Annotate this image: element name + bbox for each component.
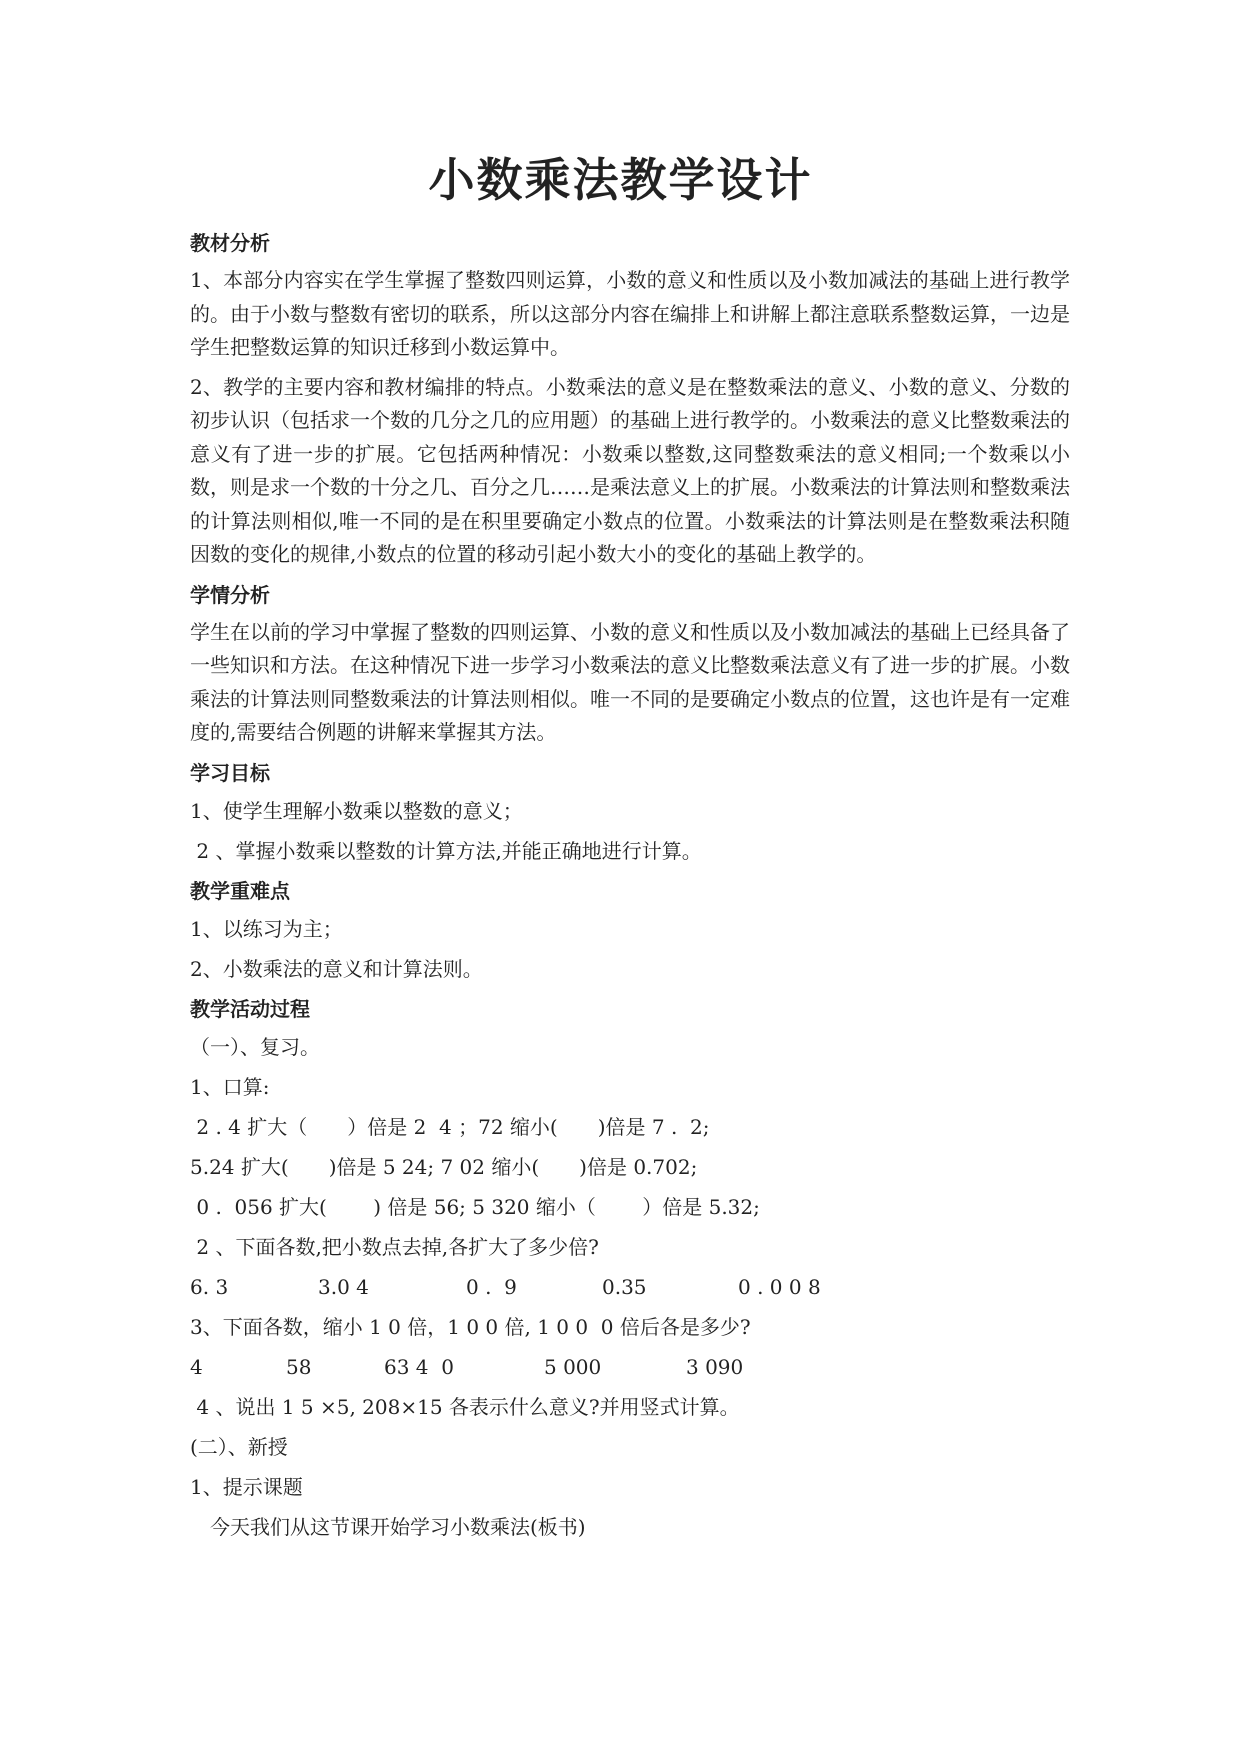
keypoint-item-2: 2、小数乘法的意义和计算法则。 (190, 956, 483, 981)
topic-text: 今天我们从这节课开始学习小数乘法(板书) (210, 1514, 586, 1539)
heading-process: 教学活动过程 (190, 996, 310, 1021)
question-2: 2 、下面各数,把小数点去掉,各扩大了多少倍? (190, 1234, 599, 1259)
question-4: 4 、说出 1 5 ×5, 208×15 各表示什么意义?并用竖式计算。 (190, 1394, 740, 1419)
heading-keypoints: 教学重难点 (190, 878, 290, 903)
goal-item-1: 1、使学生理解小数乘以整数的意义； (190, 798, 523, 823)
q3-value: 4 (190, 1354, 203, 1379)
q2-value: 0.35 (602, 1274, 647, 1299)
oral-line-2: 5.24 扩大( )倍是 5 24; 7 02 缩小( )倍是 0.702; (190, 1154, 698, 1179)
analysis-paragraph-2: 2、教学的主要内容和教材编排的特点。小数乘法的意义是在整数乘法的意义、小数的意义、分数的初步认识（包括求一个数的几分之几的应用题）的基础上进行教学的。小数乘法的意义比整数乘法的意义有了进一步的扩展。它包括两种情况：小数乘以整数,这同整数乘法的意义相同;一个数乘以小数，则是求一个数的十分之几、百分之几……是乘法意义上的扩展。小数乘法的计算法则和整数乘法的计算法则相似,唯一不同的是在积里要确定小数点的位置。小数乘法的计算法则是在整数乘法积随因数的变化的规律,小数点的位置的移动引起小数大小的变化的基础上教学的。 (190, 374, 1070, 566)
new-lesson-label: (二）、新授 (190, 1434, 288, 1459)
topic-label: 1、提示课题 (190, 1474, 303, 1499)
document-body (190, 226, 1070, 1550)
oral-line-3: 0 . 056 扩大( ) 倍是 56; 5 320 缩小（ ）倍是 5.32; (190, 1194, 760, 1219)
learner-paragraph: 学生在以前的学习中掌握了整数的四则运算、小数的意义和性质以及小数加减法的基础上已经具备了一些知识和方法。在这种情况下进一步学习小数乘法的意义比整数乘法意义有了进一步的扩展。小数乘法的计算法则同整数乘法的计算法则相似。唯一不同的是要确定小数点的位置，这也许是有一定难度的,需要结合例题的讲解来掌握其方法。 (190, 619, 1070, 744)
question-3-values (190, 1350, 1070, 1384)
keypoint-item-1: 1、以练习为主； (190, 916, 343, 941)
q2-value: 6. 3 (190, 1274, 229, 1299)
oral-label: 1、口算: (190, 1074, 270, 1099)
goal-item-2: 2 、掌握小数乘以整数的计算方法,并能正确地进行计算。 (190, 838, 702, 863)
page-title: 小数乘法教学设计 (428, 153, 813, 207)
analysis-paragraph-1: 1、本部分内容实在学生掌握了整数四则运算，小数的意义和性质以及小数加减法的基础上进行教学的。由于小数与整数有密切的联系，所以这部分内容在编排上和讲解上都注意联系整数运算，一边是学生把整数运算的知识迁移到小数运算中。 (190, 268, 1070, 359)
q3-value: 63 4 0 (384, 1354, 454, 1379)
q2-value: 0 . 9 (466, 1274, 517, 1299)
heading-analysis: 教材分析 (190, 231, 270, 255)
q2-value: 0 . 0 0 8 (738, 1274, 821, 1299)
question-2-values (190, 1270, 1070, 1304)
heading-goals: 学习目标 (190, 760, 270, 785)
heading-learner: 学情分析 (190, 582, 270, 607)
q3-value: 3 090 (686, 1354, 744, 1379)
q3-value: 5 000 (544, 1354, 602, 1379)
q2-value: 3.0 4 (318, 1274, 369, 1299)
q3-value: 58 (286, 1354, 312, 1379)
oral-line-1: 2 . 4 扩大（ ）倍是 2 4 ；72 缩小( )倍是 7 . 2; (190, 1114, 710, 1139)
question-3: 3、下面各数，缩小 1 0 倍，1 0 0 倍, 1 0 0 0 倍后各是多少? (190, 1314, 751, 1339)
review-label: （一）、复习。 (190, 1034, 320, 1059)
